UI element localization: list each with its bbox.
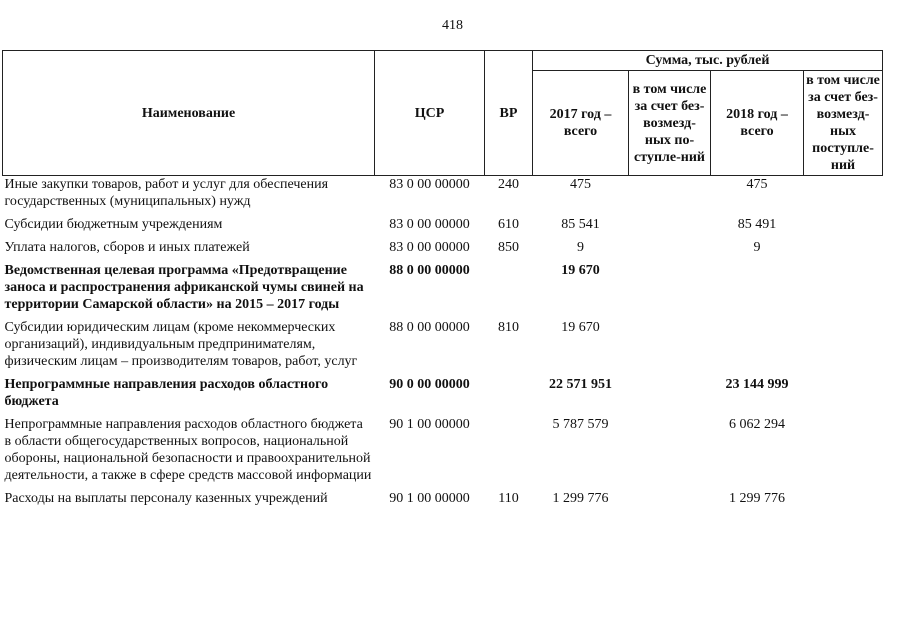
row-2018: 9: [753, 240, 761, 255]
row-2017: 5 787 579: [552, 417, 609, 432]
row-2017-free: [629, 416, 711, 490]
row-2017-free: [629, 319, 711, 376]
row-name: Непрограммные направления расходов областного бюджета в области общегосударственных вопросов, национальной обороны, национальной безопасности и правоохранительной деятельности, а также в сфере средств массовой информации: [4, 417, 372, 483]
row-2017-free: [629, 216, 711, 239]
row-vr: 850: [498, 240, 519, 255]
row-2018: 23 144 999: [725, 377, 789, 392]
header-sum: Сумма, тыс. рублей: [533, 51, 883, 71]
row-name: Расходы на выплаты персоналу казенных учреждений: [4, 491, 328, 506]
row-2018: 475: [746, 177, 768, 192]
row-2018-free: [804, 216, 883, 239]
row-code: 88 0 00 00000: [389, 263, 470, 278]
row-name: Непрограммные направления расходов областного бюджета: [4, 377, 329, 409]
row-2017: 475: [570, 177, 591, 192]
table-row: [3, 216, 883, 239]
row-vr: [485, 416, 533, 490]
budget-table: [2, 50, 883, 507]
row-2017: 22 571 951: [549, 377, 612, 392]
table-row: [3, 319, 883, 376]
header-name: Наименование: [3, 51, 375, 176]
row-code: 88 0 00 00000: [389, 320, 470, 335]
row-2018: [711, 262, 804, 319]
table-row: [3, 490, 883, 507]
row-2018-free: [804, 262, 883, 319]
row-code: 83 0 00 00000: [389, 240, 470, 255]
row-code: 83 0 00 00000: [389, 177, 470, 192]
row-name: Субсидии юридическим лицам (кроме некоммерческих организаций), индивидуальным предпринимателям, физическим лицам – производителям товаров, работ, услуг: [4, 320, 358, 369]
row-2018: 1 299 776: [729, 491, 785, 506]
header-2018-free: в том числе за счет без-возмезд-ных поступле-ний: [804, 71, 883, 176]
row-2018: 6 062 294: [729, 417, 785, 432]
row-2017: 19 670: [561, 263, 600, 278]
header-vr: ВР: [485, 51, 533, 176]
row-vr: 610: [498, 217, 519, 232]
row-2017-free: [629, 176, 711, 217]
header-2017-total: 2017 год – всего: [533, 71, 629, 176]
row-2018-free: [804, 319, 883, 376]
row-2017-free: [629, 490, 711, 507]
row-2018-free: [804, 176, 883, 217]
row-code: 90 0 00 00000: [389, 377, 470, 392]
row-code: 90 1 00 00000: [389, 417, 470, 432]
table-row: [3, 376, 883, 416]
row-vr: [485, 376, 533, 416]
row-2018-free: [804, 490, 883, 507]
row-2017: 19 670: [561, 320, 600, 335]
row-2017: 9: [577, 240, 584, 255]
row-name: Субсидии бюджетным учреждениям: [4, 217, 223, 232]
row-2017: 1 299 776: [552, 491, 609, 506]
row-2018-free: [804, 376, 883, 416]
table-row: [3, 262, 883, 319]
table-row: [3, 239, 883, 262]
row-2018: 85 491: [737, 217, 777, 232]
header-2017-free: в том числе за счет без-возмезд-ных по-ступле-ний: [629, 71, 711, 176]
row-2018: [711, 319, 804, 376]
row-vr: 240: [498, 177, 519, 192]
row-2018-free: [804, 416, 883, 490]
row-name: Уплата налогов, сборов и иных платежей: [4, 240, 250, 255]
row-vr: 810: [498, 320, 519, 335]
row-vr: [485, 262, 533, 319]
row-vr: 110: [498, 491, 519, 506]
header-2018-total: 2018 год – всего: [711, 71, 804, 176]
row-name: Ведомственная целевая программа «Предотвращение заноса и распространения африканской чумы свиней на территории Самарской области» на 2015 – 2017 годы: [4, 263, 364, 312]
row-2017-free: [629, 262, 711, 319]
row-name: Иные закупки товаров, работ и услуг для обеспечения государственных (муниципальных) нужд: [4, 177, 329, 209]
row-2017-free: [629, 376, 711, 416]
page-number: 418: [442, 18, 463, 33]
row-2018-free: [804, 239, 883, 262]
row-code: 90 1 00 00000: [389, 491, 470, 506]
table-row: [3, 176, 883, 217]
row-2017-free: [629, 239, 711, 262]
header-code: ЦСР: [375, 51, 485, 176]
row-code: 83 0 00 00000: [389, 217, 470, 232]
row-2017: 85 541: [561, 217, 600, 232]
table-row: [3, 416, 883, 490]
